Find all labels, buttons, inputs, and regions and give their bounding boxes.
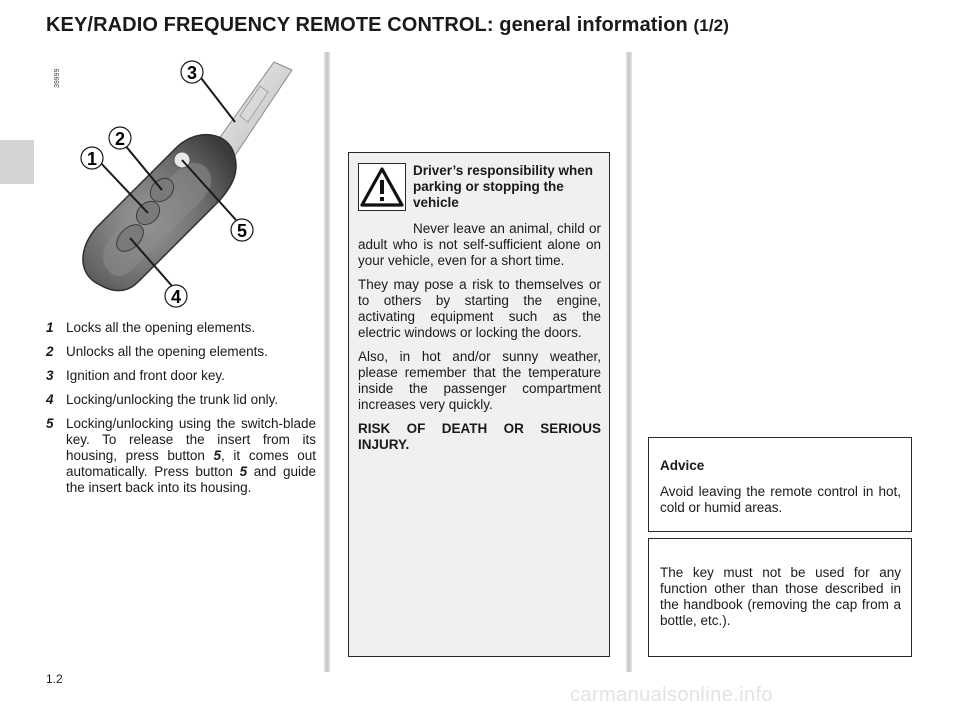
legend-number: 4: [46, 392, 54, 407]
key-illustration: [60, 50, 322, 312]
legend-text: Locks all the opening elements.: [66, 320, 256, 335]
legend-number: 5: [46, 416, 54, 431]
callout-5: [231, 219, 253, 241]
svg-text:4: 4: [170, 287, 182, 307]
page-subtitle: (1/2): [693, 16, 729, 35]
column-divider-left: [324, 52, 330, 672]
callout-2: [109, 127, 131, 149]
chapter-tab: [0, 140, 34, 184]
svg-text:3: 3: [186, 63, 198, 83]
legend-item: [46, 392, 316, 408]
legend-item: [46, 416, 316, 496]
page-title: KEY/RADIO FREQUENCY REMOTE CONTROL: general information (1/2): [46, 14, 729, 36]
legend-text: Locking/unlocking using the switch-blade key. To release the insert from its housing, press button 5, it comes out automatically. Press button 5 and guide the insert back into its housing.: [66, 416, 317, 495]
advice-box: [648, 437, 912, 532]
warning-paragraph-3: Also, in hot and/or sunny weather, please remember that the temperature inside the passenger compartment increases very quickly.: [358, 349, 601, 412]
callout-4: [165, 285, 187, 307]
legend-item: [46, 344, 316, 360]
warning-risk: RISK OF DEATH OR SERIOUS INJURY.: [358, 421, 601, 452]
legend-text: Ignition and front door key.: [66, 368, 225, 383]
legend-number: 1: [46, 320, 54, 335]
warning-paragraph-1: Never leave an animal, child or adult who is not self-sufficient alone on your vehicle, even for a short time.: [358, 221, 601, 268]
note-box: [648, 538, 912, 657]
legend-text: Locking/unlocking the trunk lid only.: [66, 392, 279, 407]
watermark: carmanualsonline.info: [570, 684, 773, 706]
legend-text: Unlocks all the opening elements.: [66, 344, 268, 359]
warning-triangle-icon: [358, 163, 406, 211]
advice-heading: Advice: [660, 458, 705, 473]
column-divider-right: [626, 52, 632, 672]
legend-list: [46, 320, 316, 504]
legend-number: 2: [46, 344, 54, 359]
svg-text:1: 1: [86, 149, 98, 169]
callout-3: [181, 61, 203, 83]
warning-paragraph-2: They may pose a risk to themselves or to others by starting the engine, activating equipment such as the electric windows or locking the doors.: [358, 277, 601, 340]
legend-item: [46, 320, 316, 336]
warning-title: Driver’s responsibility when parking or stopping the vehicle: [413, 163, 594, 210]
svg-text:5: 5: [236, 221, 248, 241]
note-text: The key must not be used for any function other than those described in the handbook (removing the cap from a bottle, etc.).: [660, 565, 901, 628]
advice-text: Avoid leaving the remote control in hot, cold or humid areas.: [660, 484, 901, 515]
legend-item: [46, 368, 316, 384]
svg-text:2: 2: [114, 129, 126, 149]
legend-number: 3: [46, 368, 54, 383]
warning-box: [348, 152, 610, 657]
callout-1: [81, 147, 103, 169]
figure-code: 39999: [54, 68, 61, 88]
page-number: 1.2: [46, 672, 63, 686]
